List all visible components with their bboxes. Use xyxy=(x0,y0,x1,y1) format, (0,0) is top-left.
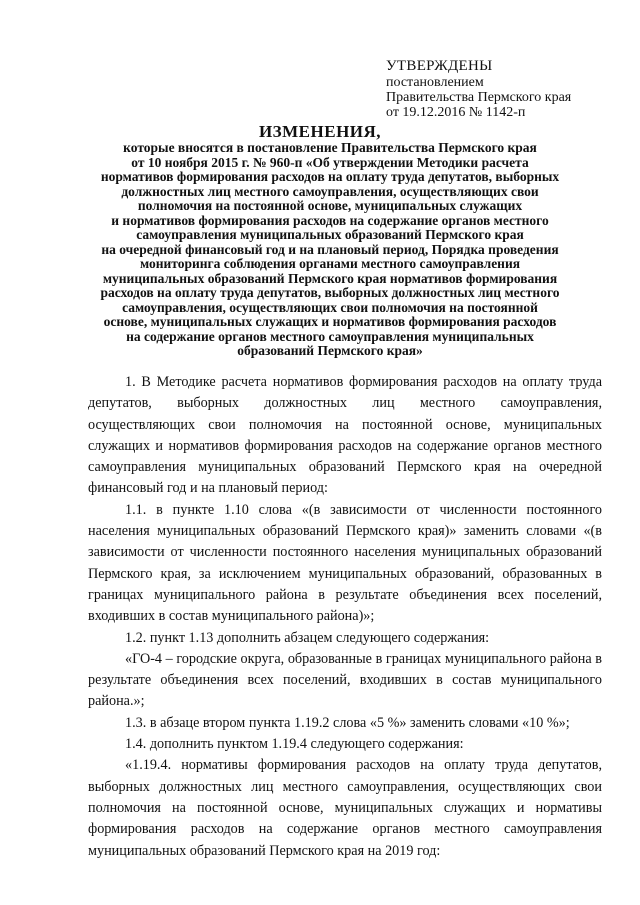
subtitle-line: основе, муниципальных служащих и нормативов формирования расходов xyxy=(103,314,557,329)
subtitle-line: на очередной финансовый год и на плановый период, Порядка проведения xyxy=(101,241,559,257)
approval-line: Правительства Пермского края xyxy=(386,90,572,105)
subtitle-line: которые вносятся в постановление Правительства Пермского края xyxy=(123,140,537,155)
paragraph-1-3: 1.3. в абзаце втором пункта 1.19.2 слова «5 %» заменить словами «10 %»; xyxy=(125,714,570,731)
approval-stamp xyxy=(386,58,626,120)
subtitle-line: расходов на оплату труда депутатов, выборных должностных лиц местного xyxy=(100,285,560,300)
subtitle-line: должностных лиц местного самоуправления, осуществляющих свои xyxy=(121,183,539,199)
approval-heading: УТВЕРЖДЕНЫ xyxy=(386,58,493,74)
paragraph-1-4: 1.4. дополнить пунктом 1.19.4 следующего содержания: xyxy=(125,736,464,753)
approval-line: постановлением xyxy=(386,75,484,90)
subtitle-line: муниципальных образований Пермского края нормативов формирования xyxy=(102,270,558,286)
subtitle-line: от 10 ноября 2015 г. № 960-п «Об утверждении Методики расчета xyxy=(131,154,529,170)
document-subtitle xyxy=(60,141,600,359)
subtitle-line: мониторинга соблюдения органами местного самоуправления xyxy=(139,256,521,271)
paragraph-1-1: 1.1. в пункте 1.10 слова «(в зависимости от численности постоянного населения муниципальных образований Пермского края)» заменить словами «(в зависимости от численности постоянного населения муниципальных образований Пермского края, за исключением муниципальных образований, образованных в границах муниципального района в результате объединения всех поселений, входивших в состав муниципального района)»; xyxy=(88,501,602,625)
paragraph-1-4-quote: «1.19.4. нормативы формирования расходов на оплату труда депутатов, выборных должностных лиц местного самоуправления, осуществляющих свои полномочия на постоянной основе, муниципальных служащих и нормативы формирования расходов на содержание органов местного самоуправления муниципальных образований Пермского края на 2019 год: xyxy=(88,757,602,859)
subtitle-line: нормативов формирования расходов на оплату труда депутатов, выборных xyxy=(100,169,560,184)
subtitle-line: на содержание органов местного самоуправления муниципальных xyxy=(126,328,534,344)
subtitle-line: образований Пермского края» xyxy=(237,343,423,358)
document-body xyxy=(88,372,602,862)
document-title: ИЗМЕНЕНИЯ, xyxy=(258,122,382,141)
paragraph-1-2-quote: «ГО-4 – городские округа, образованные в границах муниципального района в результате объединения всех поселений, входивших в состав муниципального района.»; xyxy=(88,650,602,710)
paragraph-1-2: 1.2. пункт 1.13 дополнить абзацем следующего содержания: xyxy=(125,629,490,646)
subtitle-line: полномочия на постоянной основе, муниципальных служащих xyxy=(137,198,523,213)
paragraph-1: 1. В Методике расчета нормативов формирования расходов на оплату труда депутатов, выборных должностных лиц местного самоуправления, осуществляющих свои полномочия на постоянной основе, муниципальных служащих и нормативов формирования расходов на содержание органов местного самоуправления муниципальных образований Пермского края на очередной финансовый год и на плановый период: xyxy=(88,374,602,497)
subtitle-line: самоуправления муниципальных образований Пермского края xyxy=(136,227,524,242)
approval-line: от 19.12.2016 № 1142-п xyxy=(386,105,526,120)
subtitle-line: самоуправления, осуществляющих свои полномочия на постоянной xyxy=(122,299,538,315)
subtitle-line: и нормативов формирования расходов на содержание органов местного xyxy=(111,212,549,228)
